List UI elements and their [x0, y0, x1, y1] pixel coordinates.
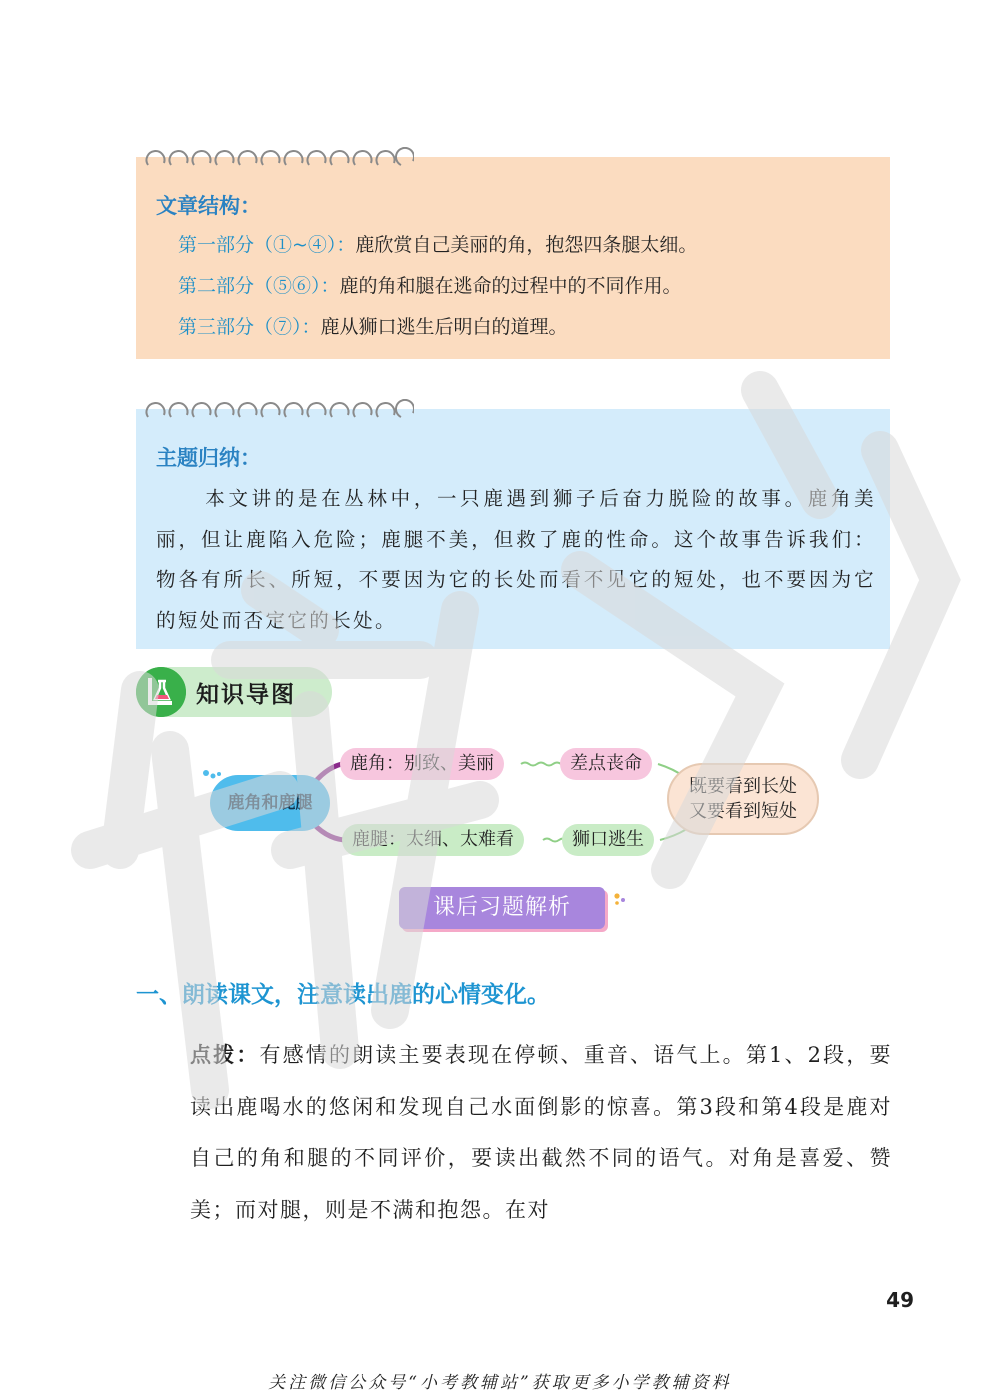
page-number: 49 — [886, 1288, 914, 1312]
mind-map-horn-node: 鹿角：别致、美丽 — [340, 748, 504, 780]
theme-card — [136, 409, 890, 649]
mind-map-conclusion-line: 又要看到短处 — [689, 801, 797, 822]
structure-part-text: 鹿从狮口逃生后明白的道理。 — [320, 316, 568, 338]
structure-card — [136, 157, 890, 359]
exercise-banner-label: 课后习题解析 — [432, 895, 571, 920]
structure-part-label: 第二部分（⑤⑥）： — [178, 275, 340, 297]
theme-paragraph — [156, 479, 876, 641]
structure-part-text: 鹿的角和腿在逃命的过程中的不同作用。 — [339, 275, 682, 297]
knowledge-map-title: 知识导图 — [196, 682, 296, 708]
theme-heading: 主题归纳： — [156, 446, 261, 470]
structure-part-label: 第三部分（⑦）： — [178, 316, 321, 338]
mind-map — [0, 730, 1000, 870]
knowledge-map-heading — [136, 667, 332, 717]
mind-map-conclusion-line: 既要看到长处 — [689, 776, 797, 797]
mind-map-center: 鹿角和鹿腿 — [210, 775, 330, 831]
sparkle-dots-icon — [612, 892, 632, 908]
mind-map-conclusion — [667, 763, 819, 835]
mind-map-leg-node: 鹿腿：太细、太难看 — [342, 824, 524, 856]
binder-rings-icon — [144, 399, 414, 421]
structure-part-text: 鹿欣赏自己美丽的角，抱怨四条腿太细。 — [355, 234, 698, 256]
flask-icon — [136, 667, 186, 717]
question-title: 一、朗读课文，注意读出鹿的心情变化。 — [136, 982, 550, 1008]
hint-paragraph — [190, 1029, 892, 1236]
structure-heading: 文章结构： — [156, 194, 261, 218]
structure-part-3 — [178, 312, 568, 339]
theme-text: 本文讲的是在丛林中，一只鹿遇到狮子后奋力脱险的故事。鹿角美丽，但让鹿陷入危险；鹿腿不美，但救了鹿的性命。这个故事告诉我们：物各有所长、所短，不要因为它的长处而看不见它的短处，也不要因为它的短处而否定它的长处。 — [156, 487, 876, 632]
binder-rings-icon — [144, 147, 414, 169]
hint-text: 有感情的朗读主要表现在停顿、重音、语气上。第1、2段，要读出鹿喝水的悠闲和发现自己水面倒影的惊喜。第3段和第4段是鹿对自己的角和腿的不同评价，要读出截然不同的语气。对角是喜爱、赞美；而对腿，则是不满和抱怨。在对 — [190, 1043, 892, 1222]
footer-note: 关注微信公众号“小考教辅站”获取更多小学教辅资料 — [268, 1373, 732, 1393]
structure-part-1 — [178, 230, 697, 257]
structure-part-2 — [178, 271, 682, 298]
hint-label: 点拨： — [190, 1042, 260, 1067]
mind-map-leg-result: 狮口逃生 — [562, 824, 654, 856]
mind-map-horn-result: 差点丧命 — [560, 748, 652, 780]
structure-part-label: 第一部分（①~④）： — [178, 234, 356, 256]
exercise-banner — [399, 887, 605, 929]
